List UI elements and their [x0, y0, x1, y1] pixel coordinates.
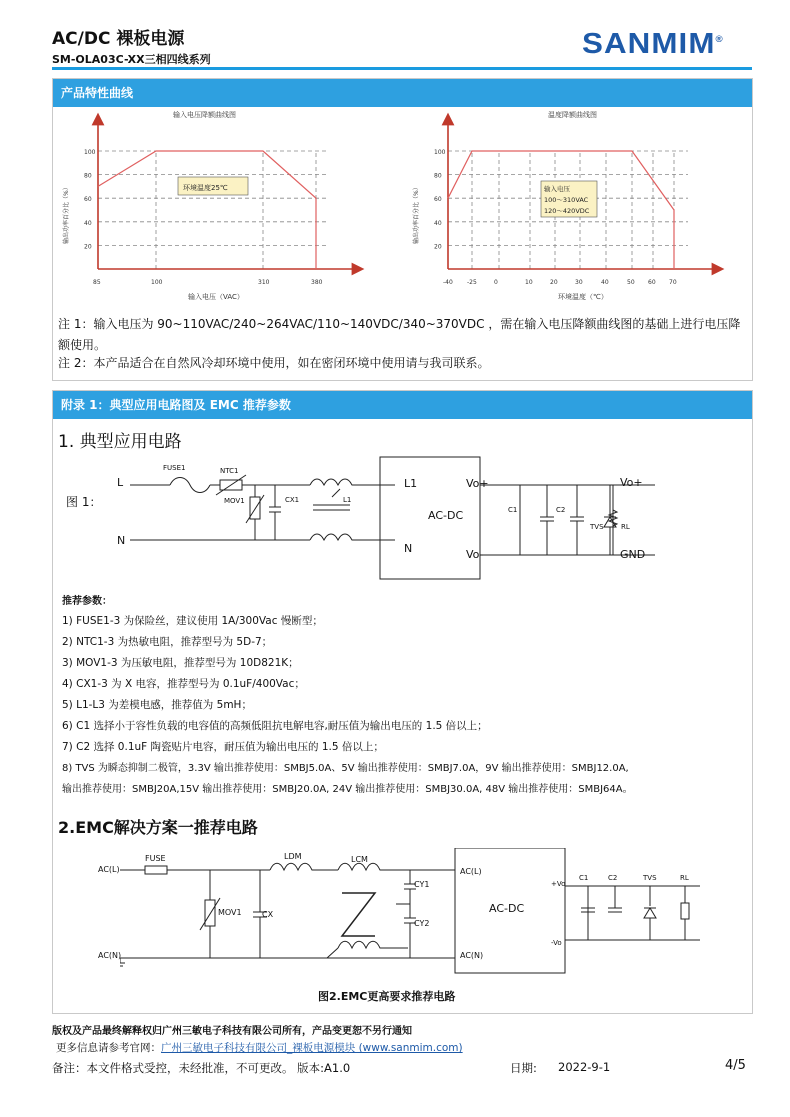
x-tick-label: 85 [93, 279, 101, 286]
footer-date-label: 日期: [510, 1061, 537, 1075]
figure-1-label: 图 1： [66, 495, 102, 509]
x-tick-label: 100 [151, 279, 163, 286]
module-label: AC-DC [428, 509, 464, 522]
company-logo [582, 28, 724, 61]
x-tick-label: 310 [258, 279, 270, 286]
circuit2-cx-label: CX [262, 910, 274, 919]
y-tick-label: 40 [84, 219, 92, 227]
footer-remark: 备注：本文件格式受控，未经批准，不可更改。 版本:A1.0 [52, 1061, 351, 1075]
lcm-lower [338, 941, 408, 948]
circuit2-ldm-label: LDM [284, 852, 302, 861]
l1-lower [310, 534, 378, 540]
y-tick-label: 20 [434, 243, 442, 251]
footer-more-prefix: 更多信息请参考官网： [56, 1042, 161, 1054]
module-input-l1: L1 [404, 477, 418, 490]
footer-website-link[interactable]: 广州三敏电子科技有限公司_裸板电源模块 (www.sanmim.com) [161, 1042, 463, 1054]
y-tick-label: 60 [84, 196, 92, 204]
heading-emc-circuit: 2.EMC解决方案一推荐电路 [58, 818, 258, 837]
y-tick-label: 20 [84, 243, 92, 251]
derating-charts [53, 107, 750, 312]
heading-typical-circuit: 1. 典型应用电路 [58, 432, 182, 452]
module2-input-acl: AC(L) [460, 867, 482, 876]
module2-input-acn: AC(N) [460, 951, 484, 960]
emc-recommended-circuit [120, 848, 710, 978]
circuit2-mov1-label: MOV1 [218, 908, 242, 917]
circuit1-n-label: N [117, 534, 126, 547]
circuit1-rl-label: RL [621, 523, 630, 531]
circuit1-l1-label: L1 [343, 496, 352, 504]
rec-line-4: 4) CX1-3 为 X 电容，推荐型号为 0.1uF/400Vac； [62, 678, 305, 690]
rec-line-3: 3) MOV1-3 为压敏电阻，推荐型号为 10D821K； [62, 657, 299, 669]
x-tick-label: 0 [494, 279, 498, 286]
y-axis-label: 输出功率百分比（%） [413, 184, 420, 244]
rec-line-5: 5) L1-L3 为差模电感，推荐值为 5mH； [62, 699, 252, 711]
rec-line-2: 2) NTC1-3 为热敏电阻，推荐型号为 5D-7； [62, 636, 273, 648]
x-tick-label: 40 [601, 279, 609, 286]
x-axis-label: 输入电压（VAC） [188, 293, 244, 301]
fuse-symbol [145, 866, 167, 874]
temperature-derating-chart [412, 110, 718, 301]
rec-line-9: 输出推荐使用：SMBJ20A,15V 输出推荐使用：SMBJ20.0A, 24V 输出推荐使用：SMBJ30.0A, 48V 输出推荐使用：SMBJ64A。 [62, 784, 633, 795]
section-bar: 产品特性曲线 [53, 79, 752, 107]
annotation-text: 120～420VDC [544, 207, 590, 215]
circuit2-c2-label: C2 [608, 874, 618, 882]
lcm-upper [338, 863, 408, 870]
rec-line-8: 8) TVS 为瞬态抑制二极管，3.3V 输出推荐使用：SMBJ5.0A、5V 输出推荐使用：SMBJ7.0A，9V 输出推荐使用：SMBJ12.0A, [62, 763, 629, 774]
x-tick-label: 70 [669, 279, 677, 286]
x-tick-label: -25 [467, 279, 477, 286]
ldm-inductor [270, 863, 330, 870]
x-tick-label: 380 [311, 279, 323, 286]
mov-symbol [250, 497, 260, 519]
section-bar: 附录 1：典型应用电路图及 EMC 推荐参数 [53, 391, 752, 419]
module2-vo-minus: -Vo [551, 939, 562, 947]
header-divider [52, 67, 752, 70]
y-tick-label: 100 [84, 149, 96, 156]
circuit1-c1-label: C1 [508, 506, 518, 514]
circuit1-fuse-label: FUSE1 [163, 464, 186, 472]
annotation-text: 100～310VAC [544, 196, 589, 204]
mov-symbol [205, 900, 215, 926]
footer-more-info [56, 1040, 463, 1055]
note-1: 注 1：输入电压为 90~110VAC/240~264VAC/110~140VDC/340~370VDC ，需在输入电压降额曲线图的基础上进行电压降额使用。 [58, 317, 741, 352]
rec-title: 推荐参数： [62, 596, 112, 607]
rec-line-7: 7) C2 选择 0.1uF 陶瓷贴片电容，耐压值为输出电压的 1.5 倍以上； [62, 741, 384, 753]
circuit2-cy2-label: CY2 [414, 919, 430, 928]
circuit2-cy1-label: CY1 [414, 880, 430, 889]
annotation-text: 输入电压 [544, 185, 570, 193]
x-tick-label: -40 [443, 279, 453, 286]
circuit1-l-label: L [117, 476, 124, 489]
circuit2-tvs-label: TVS [643, 874, 657, 882]
output-gnd: GND [620, 548, 646, 561]
y-axis-label: 输出功率百分比（%） [63, 184, 70, 244]
circuit1-cx-label: CX1 [285, 496, 300, 504]
annotation-text: 环境温度25℃ [183, 184, 228, 192]
circuit1-mov-label: MOV1 [224, 497, 245, 505]
y-tick-label: 40 [434, 219, 442, 227]
input-voltage-derating-chart [62, 110, 358, 301]
module2-label: AC-DC [489, 902, 525, 915]
typical-application-circuit [110, 455, 670, 585]
module-vo-minus: Vo- [466, 548, 484, 561]
circuit1-ntc-label: NTC1 [220, 467, 239, 475]
series-subtitle: SM-OLA03C-XX三相四线系列 [52, 53, 211, 66]
x-tick-label: 30 [575, 279, 583, 286]
y-tick-label: 80 [84, 172, 92, 180]
rec-line-1: 1) FUSE1-3 为保险丝，建议使用 1A/300Vac 慢断型； [62, 615, 323, 627]
module-input-n: N [404, 542, 413, 555]
x-axis-label: 环境温度（℃） [558, 293, 608, 301]
circuit2-rl-label: RL [680, 874, 689, 882]
module2-vo-plus: +Vo [551, 880, 566, 888]
logo-text: SANMIM [582, 28, 716, 60]
series-line [98, 151, 316, 269]
note-2: 注 2：本产品适合在自然风冷却环境中使用，如在密闭环境中使用请与我司联系。 [58, 356, 490, 370]
module-vo-plus: Vo+ [466, 477, 489, 490]
circuit2-acl-label: AC(L) [98, 865, 120, 874]
footer-date: 2022-9-1 [558, 1060, 611, 1074]
footer-rights: 版权及产品最终解释权归广州三敏电子科技有限公司所有，产品变更恕不另行通知 [52, 1026, 412, 1037]
y-tick-label: 80 [434, 172, 442, 180]
registered-mark: ® [715, 34, 724, 44]
circuit2-lcm-label: LCM [351, 855, 368, 864]
x-tick-label: 20 [550, 279, 558, 286]
page-number: 4/5 [725, 1058, 746, 1073]
document-title: AC/DC 裸板电源 [52, 29, 185, 49]
fuse-symbol [170, 478, 210, 493]
chart-title: 输入电压降额曲线图 [173, 111, 236, 119]
circuit1-tvs-label: TVS [590, 523, 604, 531]
rec-line-6: 6) C1 选择小于容性负载的电容值的高频低阻抗电解电容,耐压值为输出电压的 1.5 倍以上； [62, 720, 488, 732]
circuit2-fuse-label: FUSE [145, 854, 166, 863]
output-vo-plus: Vo+ [620, 476, 643, 489]
x-tick-label: 60 [648, 279, 656, 286]
circuit2-acn-label: AC(N) [98, 951, 122, 960]
x-tick-label: 50 [627, 279, 635, 286]
circuit2-c1-label: C1 [579, 874, 589, 882]
x-tick-label: 10 [525, 279, 533, 286]
y-tick-label: 60 [434, 196, 442, 204]
figure-2-caption: 图2.EMC更高要求推荐电路 [318, 990, 456, 1003]
y-tick-label: 100 [434, 149, 446, 156]
chart-title: 温度降额曲线图 [548, 111, 597, 119]
circuit1-c2-label: C2 [556, 506, 566, 514]
l1-upper [310, 479, 378, 485]
